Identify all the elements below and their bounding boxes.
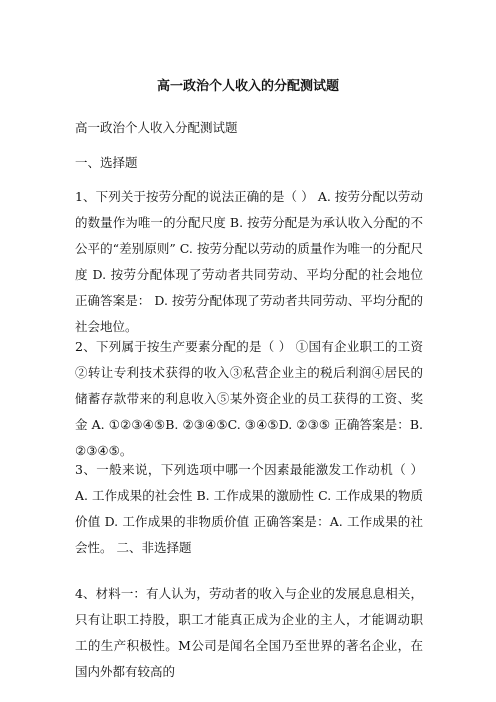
- document-title: 高一政治个人收入的分配测试题: [156, 79, 339, 94]
- section-heading-choice: 一、选择题: [75, 155, 138, 170]
- question-3: 3、一般来说，下列选项中哪一个因素最能激发工作动机（ ） A. 工作成果的社会性 B. 工作成果的激励性 C. 工作成果的物质价值 D. 工作成果的非物质价值 正确答案是：A. 工作成果的社会性。 二、非选择题: [75, 462, 423, 555]
- document-subtitle: 高一政治个人收入分配测试题: [75, 120, 238, 135]
- question-2: 2、下列属于按生产要素分配的是（ ） ①国有企业职工的工资②转让专利技术获得的收入③私营企业主的税后利润④居民的储蓄存款带来的利息收入⑤某外资企业的员工获得的工资、奖金 A. ①②③④⑤B. ②③④⑤C. ③④⑤D. ②③⑤ 正确答案是：B. ②③④⑤。: [75, 339, 423, 458]
- question-1: 1、下列关于按劳分配的说法正确的是（ ） A. 按劳分配以劳动的数量作为唯一的分配尺度 B. 按劳分配是为承认收入分配的不公平的“差别原则” C. 按劳分配以劳动的质量作为唯一的分配尺度 D. 按劳分配体现了劳动者共同劳动、平均分配的社会地位 正确答案是： D. 按劳分配体现了劳动者共同劳动、平均分配的社会地位。: [75, 189, 423, 334]
- question-4: 4、材料一：有人认为，劳动者的收入与企业的发展息息相关，只有让职工持股，职工才能真正成为企业的主人，才能调动职工的生产积极性。M公司是闻名全国乃至世界的著名企业，在国内外都有较高的: [75, 586, 423, 679]
